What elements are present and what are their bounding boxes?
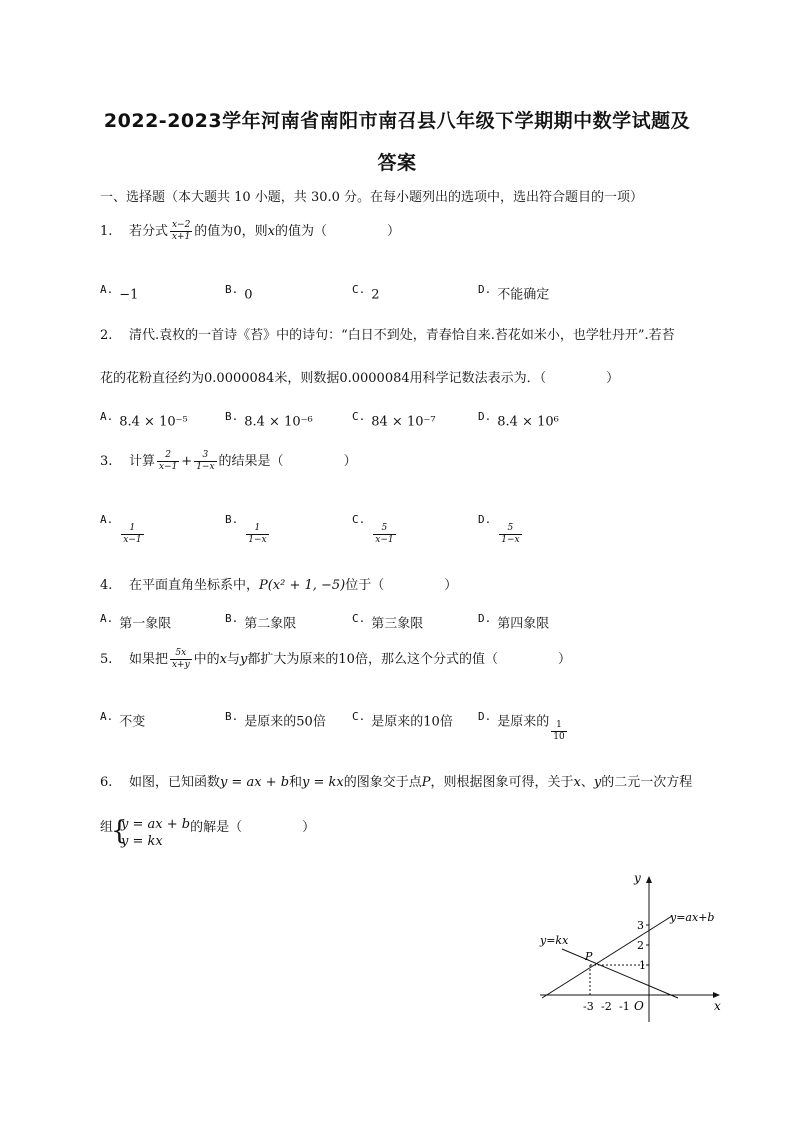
question-text: 位于（ (345, 578, 385, 593)
y-tick-2: 2 (637, 939, 644, 952)
q3-option-a[interactable]: $^{A.}$ $\frac{1}{x-1}$ (100, 513, 142, 546)
q3-option-b[interactable]: $^{B.}$ $\frac{1}{1-x}$ (225, 513, 267, 546)
math-expression: y = ax + b (219, 775, 290, 790)
point-p-label: P (585, 950, 593, 963)
math-operator: + (181, 454, 193, 469)
q3-option-c[interactable]: $^{C.}$ $\frac{5}{x-1}$ (352, 513, 394, 546)
q5-option-a[interactable]: $^{A.}$ 不变 (100, 710, 146, 730)
q2-option-a[interactable]: $^{A.}$ 8.4 × 10⁻⁵ (100, 410, 188, 430)
question-text: 如图，已知函数 (128, 775, 220, 790)
y-axis-arrow (646, 876, 652, 883)
question-number: 2. (100, 328, 113, 343)
question-text: ，则 (241, 224, 268, 239)
x-axis-arrow (713, 992, 720, 998)
math-var: x (219, 652, 228, 667)
question-text: 的值为 (194, 224, 234, 239)
math-var: x (267, 224, 275, 239)
q4-option-a[interactable]: $^{A.}$ 第一象限 (100, 612, 172, 632)
question-text: ） (386, 224, 400, 239)
question-text: ） (302, 820, 316, 835)
question-text: 如果把 (128, 652, 168, 667)
fraction: $\frac{5x}{x+y}$ (171, 648, 190, 670)
question-text: ） (343, 454, 357, 469)
question-text: 的结果是（ (218, 454, 284, 469)
math-expression: y = kx (302, 775, 344, 790)
page-title-line1: 2022-2023学年河南省南阳市南召县八年级下学期期中数学试题及 (103, 110, 691, 132)
q1-option-c[interactable]: $^{C.}$ 2 (352, 283, 380, 303)
question-number: 4. (100, 578, 113, 593)
question-text: 清代.袁枚的一首诗《苔》中的诗句：“白日不到处，青春恰自来.苔花如米小，也学牡丹开”.若苔 (128, 328, 675, 343)
question-text: 若分式 (128, 224, 168, 239)
q4-option-b[interactable]: $^{B.}$ 第二象限 (225, 612, 297, 632)
equation-system: { y = ax + b y = kx (113, 816, 190, 850)
y-tick-3: 3 (637, 919, 644, 932)
origin-label: O (634, 999, 644, 1013)
question-text: 米，则数据 (274, 371, 340, 386)
question-text: 组 (100, 820, 114, 835)
question-text: 在平面直角坐标系中， (128, 578, 259, 593)
q1-option-a[interactable]: $^{A.}$ −1 (100, 283, 139, 303)
question-text: 计算 (128, 454, 155, 469)
question-text: 花的花粉直径约为 (100, 371, 205, 386)
x-tick-neg2: -2 (601, 1000, 612, 1013)
question-text: 的解是（ (190, 820, 243, 835)
question-1 (100, 220, 400, 243)
question-2 (100, 324, 675, 343)
q2-option-c[interactable]: $^{C.}$ 84 × 10⁻⁷ (352, 410, 436, 430)
math-value: 10 (338, 652, 355, 667)
math-value: 0 (233, 224, 242, 239)
question-text: 、 (580, 775, 594, 790)
q3-option-d[interactable]: $^{D.}$ $\frac{5}{1-x}$ (478, 513, 520, 546)
question-number: 5. (100, 652, 113, 667)
q2-option-b[interactable]: $^{B.}$ 8.4 × 10⁻⁶ (225, 410, 313, 430)
math-var: x (573, 775, 581, 790)
question-text: 的二元一次方程 (601, 775, 693, 790)
question-number: 3. (100, 454, 113, 469)
question-text: ，则根据图象可得，关于 (430, 775, 574, 790)
question-number: 6. (100, 775, 113, 790)
question-text: ） (444, 578, 458, 593)
question-text: 的值为（ (274, 224, 327, 239)
math-value: 0.0000084 (339, 371, 410, 386)
function-graph (530, 868, 730, 1028)
question-text: 中的 (193, 652, 220, 667)
x-tick-neg3: -3 (583, 1000, 594, 1013)
q4-option-c[interactable]: $^{C.}$ 第三象限 (352, 612, 424, 632)
fraction: $\frac{x-2}{x+1}$ (171, 220, 191, 242)
page-title-line2: 答案 (377, 152, 417, 174)
math-value: 0.0000084 (204, 371, 275, 386)
question-text: 用科学记数法表示为．（ (409, 371, 547, 386)
question-4 (100, 574, 457, 593)
q4-option-d[interactable]: $^{D.}$ 第四象限 (478, 612, 550, 632)
math-var: y (240, 652, 248, 667)
y-tick-1: 1 (639, 959, 646, 972)
fraction: $\frac{2}{x-1}$ (158, 450, 178, 472)
math-var: y (593, 775, 602, 790)
question-6-line2 (100, 816, 315, 850)
q1-option-d[interactable]: $^{D.}$ 不能确定 (478, 283, 550, 303)
question-number: 1. (100, 224, 113, 239)
math-expression: P(x² + 1, −5) (258, 578, 346, 593)
math-var: P (421, 775, 431, 790)
line-ax-plus-b-label: y=ax+b (670, 911, 715, 924)
question-text: 倍，那么这个分式的值（ (354, 652, 498, 667)
question-6 (100, 771, 692, 790)
section-heading: 一、选择题（本大题共 10 小题，共 30.0 分。在每小题列出的选项中，选出符合题目的一项） (100, 190, 644, 205)
question-5 (100, 648, 571, 671)
question-text: 的图象交于点 (343, 775, 422, 790)
q5-option-c[interactable]: $^{C.}$ 是原来的10倍 (352, 710, 453, 730)
question-text: ） (557, 652, 571, 667)
question-text: 和 (289, 775, 303, 790)
question-text: ） (606, 371, 620, 386)
question-text: 都扩大为原来的 (247, 652, 339, 667)
q5-option-b[interactable]: $^{B.}$ 是原来的50倍 (225, 710, 326, 730)
line-kx (562, 949, 678, 998)
line-ax-plus-b (542, 916, 672, 998)
q1-option-b[interactable]: $^{B.}$ 0 (225, 283, 253, 303)
question-3 (100, 450, 357, 473)
x-axis-label: x (714, 999, 721, 1013)
line-kx-label: y=kx (540, 934, 569, 947)
q5-option-d[interactable]: $^{D.}$ 是原来的 $\frac{1}{10}$ (478, 710, 565, 743)
fraction: $\frac{3}{1-x}$ (196, 450, 215, 472)
y-axis-label: y (634, 871, 641, 885)
x-tick-neg1: -1 (619, 1000, 630, 1013)
question-text: 与 (227, 652, 241, 667)
q2-option-d[interactable]: $^{D.}$ 8.4 × 10⁶ (478, 410, 559, 430)
question-2-line2 (100, 367, 619, 386)
